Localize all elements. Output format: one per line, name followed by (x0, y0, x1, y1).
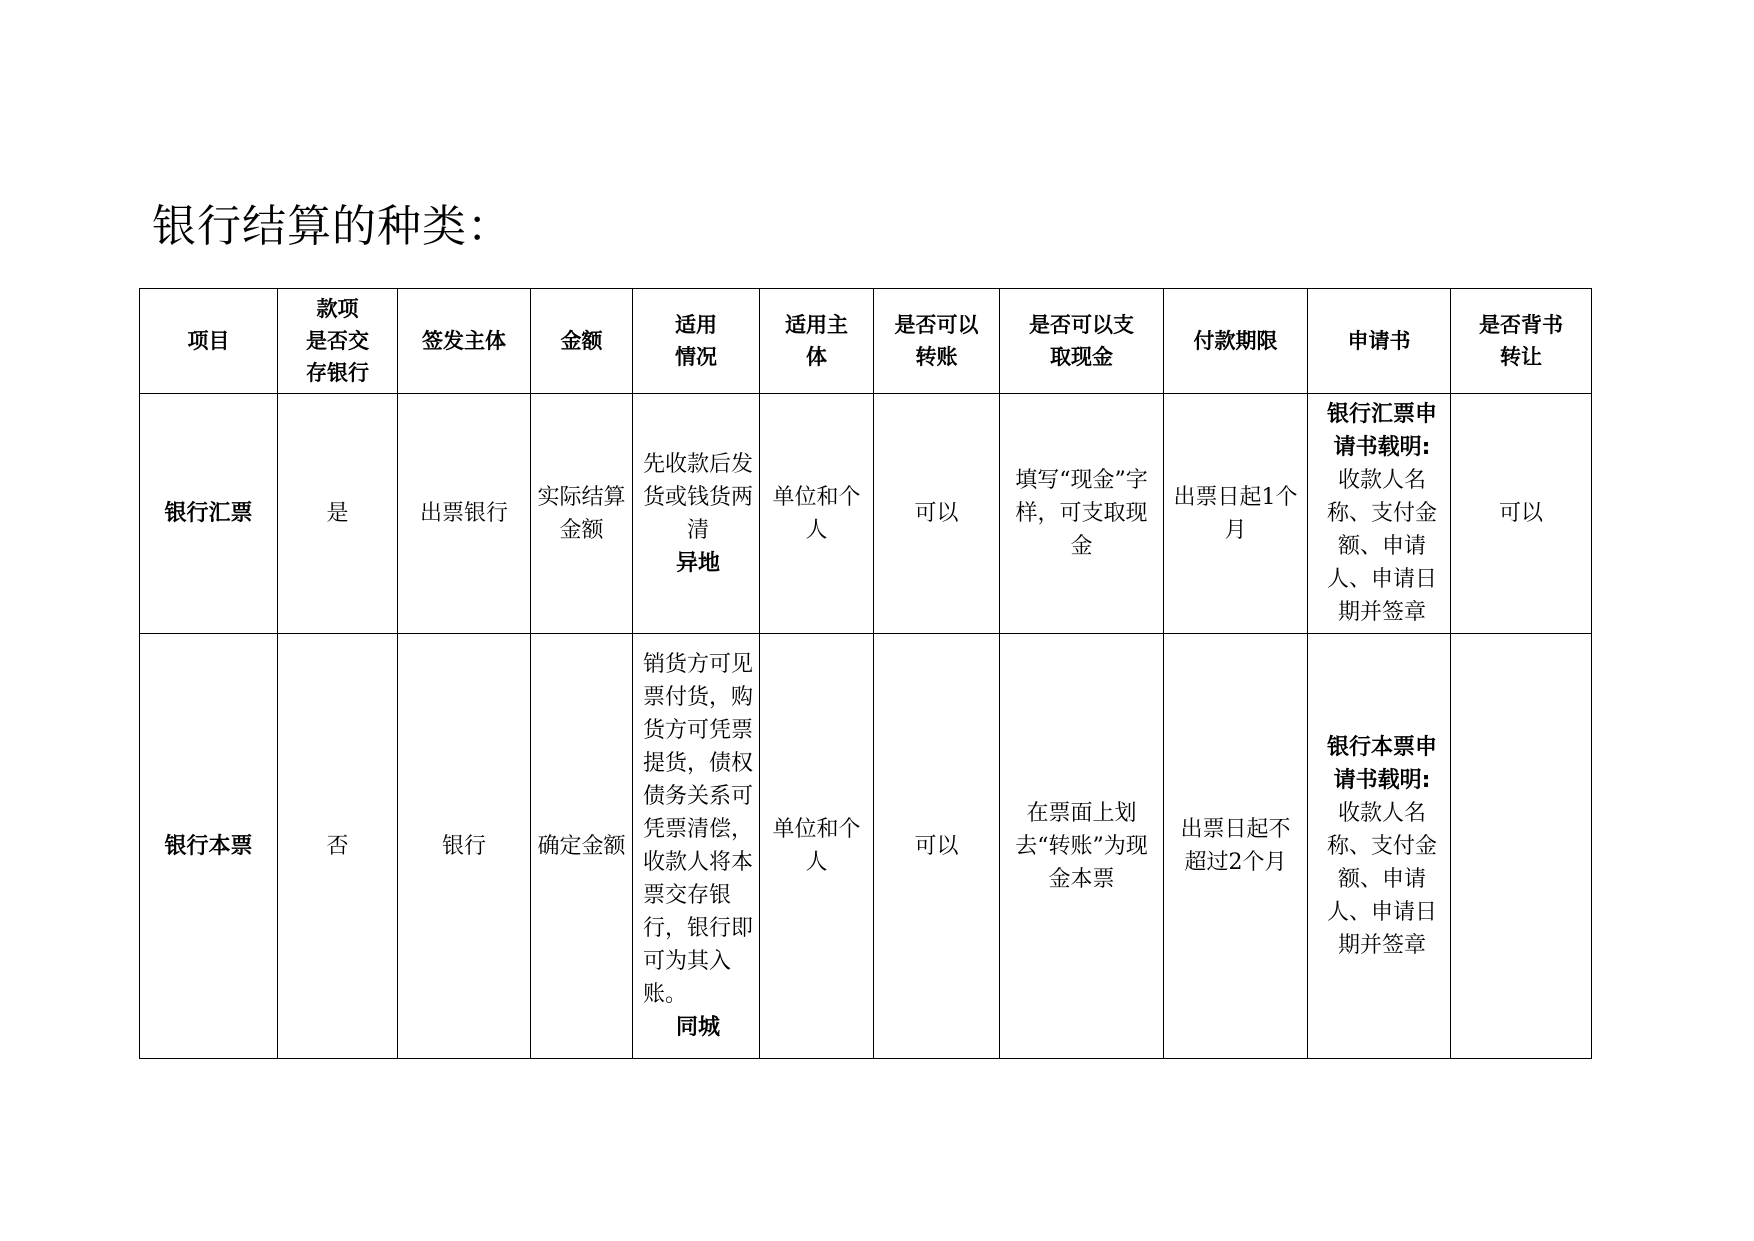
header-cash (1000, 289, 1164, 394)
usage-text: 先收款后发货或钱货两清 (643, 451, 754, 543)
table-row (140, 634, 1592, 1059)
header-subject-label: 适用主 体 (785, 313, 848, 369)
cell-issuer: 银行 (398, 634, 531, 1059)
header-application: 申请书 (1308, 289, 1451, 394)
cell-application (1308, 394, 1451, 634)
cell-issuer: 出票银行 (398, 394, 531, 634)
header-usage-label: 适用 情况 (675, 313, 717, 369)
table-header-row (140, 289, 1592, 394)
application-body: 收款人名称、支付金额、申请人、申请日期并签章 (1326, 800, 1437, 958)
cell-deposit: 否 (278, 634, 398, 1059)
cell-amount: 确定金额 (531, 634, 633, 1059)
header-term: 付款期限 (1164, 289, 1308, 394)
header-cash-label: 是否可以支 取现金 (1029, 313, 1134, 369)
header-transfer-label: 是否可以 转账 (894, 313, 979, 369)
header-usage (633, 289, 760, 394)
cell-application (1308, 634, 1451, 1059)
application-head: 银行汇票申请书载明: (1326, 402, 1437, 460)
header-deposit (278, 289, 398, 394)
cell-term: 出票日起1个月 (1164, 394, 1308, 634)
header-item: 项目 (140, 289, 278, 394)
header-subject (760, 289, 874, 394)
application-body: 收款人名称、支付金额、申请人、申请日期并签章 (1326, 468, 1437, 625)
header-endorse-label: 是否背书 转让 (1479, 313, 1563, 369)
usage-text: 销货方可见票付货，购货方可凭票提货，债权债务关系可凭票清偿，收款人将本票交存银行，银行即可为其入账。 (643, 652, 754, 1007)
application-head: 银行本票申请书载明: (1326, 734, 1437, 793)
cell-cash: 在票面上划去“转账”为现金本票 (1000, 634, 1164, 1059)
cell-endorse (1451, 634, 1592, 1059)
usage-tag: 异地 (675, 550, 720, 576)
settlement-types-table (139, 288, 1592, 1059)
cell-deposit: 是 (278, 394, 398, 634)
cell-item: 银行汇票 (140, 394, 278, 634)
cell-transfer: 可以 (874, 634, 1000, 1059)
cell-endorse: 可以 (1451, 394, 1592, 634)
cell-amount: 实际结算金额 (531, 394, 633, 634)
usage-tag: 同城 (675, 1015, 720, 1040)
header-transfer (874, 289, 1000, 394)
header-issuer: 签发主体 (398, 289, 531, 394)
cell-subject: 单位和个人 (760, 394, 874, 634)
cell-transfer: 可以 (874, 394, 1000, 634)
page-title: 银行结算的种类： (152, 201, 512, 252)
cell-cash: 填写“现金”字样，可支取现金 (1000, 394, 1164, 634)
cell-subject: 单位和个人 (760, 634, 874, 1059)
cell-term: 出票日起不超过2个月 (1164, 634, 1308, 1059)
table-row (140, 394, 1592, 634)
cell-item: 银行本票 (140, 634, 278, 1059)
header-amount: 金额 (531, 289, 633, 394)
header-endorse (1451, 289, 1592, 394)
cell-usage (633, 634, 760, 1059)
header-deposit-label: 款项 是否交 存银行 (306, 297, 369, 385)
cell-usage (633, 394, 760, 634)
